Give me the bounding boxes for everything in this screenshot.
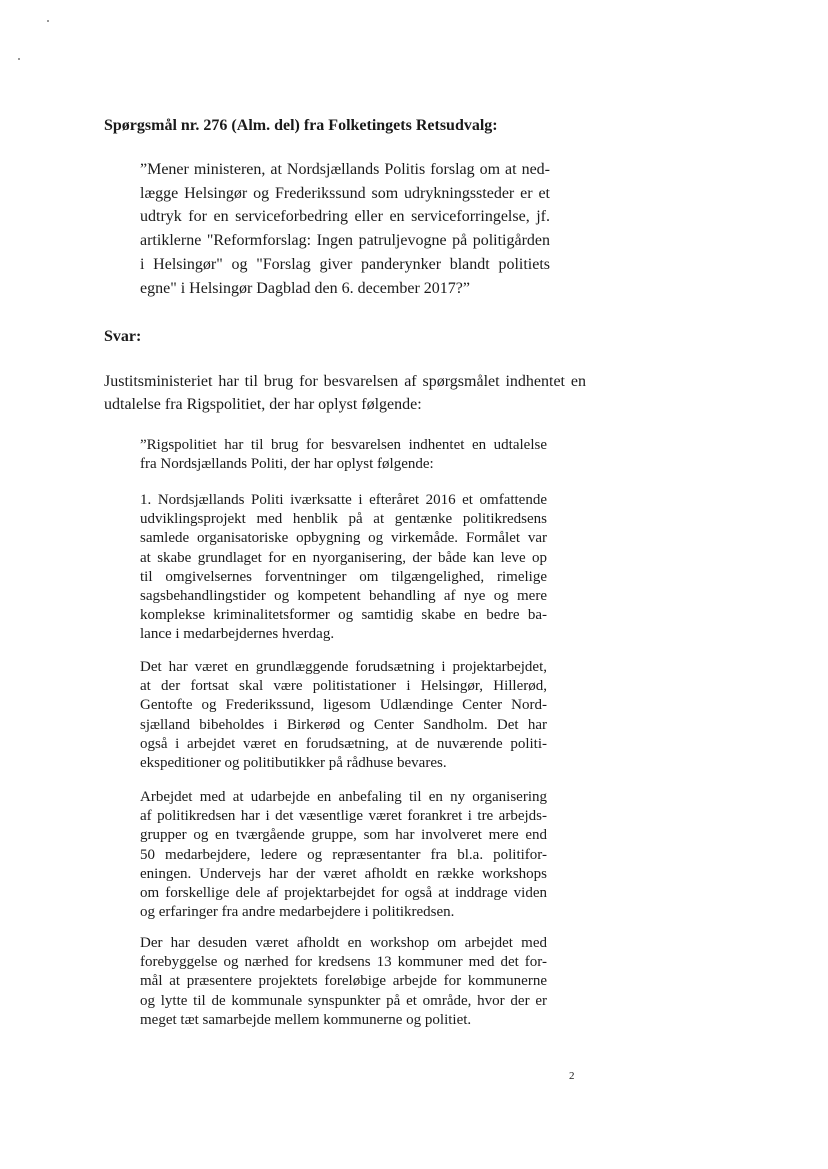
quote-line: Der har desuden været afholdt en workshop om arbejdet med — [140, 935, 547, 951]
scan-speck — [18, 58, 20, 60]
question-line: egne" i Helsingør Dagblad den 6. december 2017?” — [140, 279, 470, 297]
quote-line: 1. Nordsjællands Politi iværksatte i efteråret 2016 et omfattende — [140, 492, 547, 508]
quote-line: af politikredsen har i det væsentlige været forankret i tre arbejds- — [140, 808, 547, 825]
quote-line: også i arbejdet været en forudsætning, at de nuværende politi- — [140, 735, 547, 752]
question-line: ”Mener ministeren, at Nordsjællands Politis forslag om at ned- — [140, 161, 550, 178]
quote-line: forebyggelse og nærhed for kredsens 13 kommuner med det for- — [140, 954, 547, 971]
question-line: artiklerne "Reformforslag: Ingen patruljevogne på politigården — [140, 232, 550, 250]
quote-line: fra Nordsjællands Politi, der har oplyst følgende: — [140, 456, 434, 473]
quote-paragraph-3 — [140, 658, 547, 773]
quote-line: mål at præsentere projektets foreløbige arbejde for kommunerne — [140, 973, 547, 990]
question-line: i Helsingør" og "Forslag giver panderynker blandt politiets — [140, 255, 550, 273]
page-number: 2 — [569, 1070, 575, 1082]
scan-speck — [47, 20, 49, 22]
quote-paragraph-1 — [140, 436, 547, 474]
quote-line: at der fortsat skal være politistationer i Helsingør, Hillerød, — [140, 678, 547, 695]
quote-line: ekspeditioner og politibutikker på rådhuse bevares. — [140, 755, 447, 772]
quote-line: eningen. Undervejs har der været afholdt en række workshops — [140, 865, 547, 882]
question-text — [140, 158, 550, 300]
question-line: udtryk for en serviceforbedring eller en serviceforringelse, jf. — [140, 208, 550, 226]
quote-line: lance i medarbejdernes hverdag. — [140, 626, 335, 643]
answer-intro-line: Justitsministeriet har til brug for besvarelsen af spørgsmålet indhentet en — [104, 373, 586, 390]
quote-line: Arbejdet med at udarbejde en anbefaling til en ny organisering — [140, 789, 547, 805]
quote-line: til omgivelsernes forventninger om tilgængelighed, rimelige — [140, 568, 547, 585]
quote-line: om forskellige dele af projektarbejdet for også at inddrage viden — [140, 885, 547, 902]
quote-line: og erfaringer fra andre medarbejdere i politikredsen. — [140, 904, 455, 921]
quote-line: 50 medarbejdere, ledere og repræsentanter fra bl.a. politifor- — [140, 846, 547, 863]
question-heading: Spørgsmål nr. 276 (Alm. del) fra Folketingets Retsudvalg: — [104, 117, 498, 134]
quote-line: udviklingsprojekt med henblik på at gentænke politikredsens — [140, 511, 547, 528]
quote-line: meget tæt samarbejde mellem kommunerne og politiet. — [140, 1011, 472, 1028]
quote-paragraph-5 — [140, 934, 547, 1030]
quote-line: ”Rigspolitiet har til brug for besvarelsen indhentet en udtalelse — [140, 437, 547, 453]
quote-line: samlede organisatoriske opbygning og virkemåde. Formålet var — [140, 530, 547, 547]
quote-line: Gentofte og Frederikssund, ligesom Udlændinge Center Nord- — [140, 697, 547, 714]
quote-line: komplekse kriminalitetsformer og samtidig skabe en bedre ba- — [140, 607, 547, 624]
quote-line: og lytte til de kommunale synspunkter på et område, hvor der er — [140, 992, 547, 1009]
answer-intro-line: udtalelse fra Rigspolitiet, der har oplyst følgende: — [104, 396, 422, 413]
answer-heading: Svar: — [104, 328, 142, 345]
question-line: lægge Helsingør og Frederikssund som udrykningssteder er et — [140, 184, 550, 202]
quote-line: sagsbehandlingstider og kompetent behandling af nye og mere — [140, 588, 547, 605]
quote-line: sjælland bibeholdes i Birkerød og Center Sandholm. Det har — [140, 716, 547, 733]
quote-line: grupper og en tværgående gruppe, som har involveret mere end — [140, 827, 547, 844]
quote-line: Det har været en grundlæggende forudsætning i projektarbejdet, — [140, 659, 547, 675]
quote-paragraph-4 — [140, 788, 547, 922]
quote-line: at skabe grundlaget for en nyorganisering, der både kan leve op — [140, 549, 547, 566]
quote-paragraph-2 — [140, 491, 547, 645]
answer-intro — [104, 370, 586, 416]
